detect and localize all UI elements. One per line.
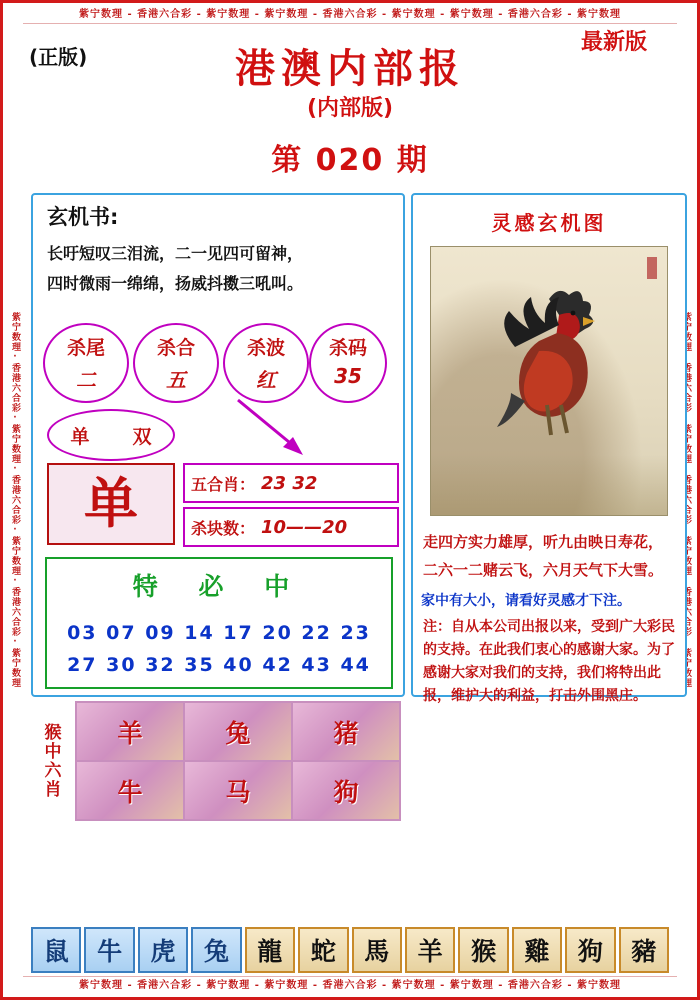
inspiration-title: 灵感玄机图 <box>491 211 607 235</box>
special-title: 特 必 中 <box>132 572 306 601</box>
photo-cell <box>185 703 291 760</box>
zodiac-tile: 龍 <box>245 927 295 973</box>
rooster-illustration <box>430 246 668 516</box>
photo-cell-label: 马 <box>225 777 251 807</box>
inspiration-body: 注：自从本公司出报以来，受到广大彩民的支持。在此我们衷心的感谢大家。为了感谢大家对我们的支持，我们将特出此报，维护大的利益，打击外围黑庄。 <box>423 619 675 704</box>
zodiac-tile: 豬 <box>619 927 669 973</box>
photo-cell-label: 牛 <box>117 777 143 807</box>
seal-icon <box>647 257 657 279</box>
kill-tail-value: 二 <box>76 368 96 392</box>
rooster-icon <box>487 281 617 461</box>
zodiac-tile: 雞 <box>512 927 562 973</box>
edition-right-label: 最新版 <box>580 30 647 55</box>
page-subtitle: (内部版) <box>306 96 394 121</box>
zodiac-tile: 蛇 <box>298 927 348 973</box>
even-label: 双 <box>132 425 152 448</box>
five-sum-label: 五合肖： <box>191 474 256 494</box>
numbers-row-1: 03 07 09 14 17 20 22 23 <box>67 622 371 644</box>
zodiac-tile: 馬 <box>352 927 402 973</box>
zodiac-tile: 羊 <box>405 927 455 973</box>
big-char: 单 <box>84 472 138 535</box>
kill-ellipse-row <box>41 323 397 403</box>
zodiac-tile: 虎 <box>138 927 188 973</box>
inspiration-poem-line-1: 走四方实力雄厚，听九由映日寿花， <box>423 533 664 551</box>
xuanji-panel <box>31 193 405 697</box>
photo-cell <box>185 762 291 819</box>
zodiac-tile: 牛 <box>84 927 134 973</box>
special-numbers <box>47 617 391 681</box>
marquee-top: 紫宁数理 - 香港六合彩 - 紫宁数理 - 紫宁数理 - 香港六合彩 - 紫宁数理 - 紫宁数理 - 香港六合彩 - 紫宁数理 <box>6 6 694 24</box>
kill-sum-label: 杀合 <box>156 337 195 359</box>
xuanji-title: 玄机书: <box>47 205 119 229</box>
kill-code-ellipse <box>309 323 387 403</box>
five-sum-value: 23 32 <box>261 472 318 494</box>
zodiac-tile: 狗 <box>565 927 615 973</box>
kill-tail-label: 杀尾 <box>66 337 105 359</box>
zodiac-tile: 猴 <box>458 927 508 973</box>
photo-cell-label: 羊 <box>117 718 143 748</box>
edition-left-label: (正版) <box>29 45 88 69</box>
numbers-row-2: 27 30 32 35 40 42 43 44 <box>67 654 371 676</box>
arrow-icon <box>233 395 313 465</box>
inspiration-poem <box>423 528 675 584</box>
zodiac-bar <box>31 927 669 973</box>
illustration-grass <box>431 455 667 515</box>
five-sum-box <box>183 463 399 503</box>
inspiration-poem-line-2: 二六一二赌云飞，六月天气下大雪。 <box>423 561 664 579</box>
photo-cell <box>77 703 183 760</box>
big-char-box <box>47 463 175 545</box>
special-numbers-box <box>45 557 393 689</box>
issue-number: 第 020 期 <box>271 143 429 178</box>
kill-range-value: 10——20 <box>261 516 348 538</box>
kill-range-box <box>183 507 399 547</box>
photo-cell <box>293 762 399 819</box>
poster-content <box>23 23 677 977</box>
zodiac-tile: 鼠 <box>31 927 81 973</box>
photo-cell <box>77 762 183 819</box>
kill-code-label: 杀码 <box>328 337 367 359</box>
kill-wave-ellipse <box>223 323 309 403</box>
photo-cell-label: 狗 <box>333 777 359 807</box>
poem-line-1: 长吁短叹三泪流，二一见四可留神， <box>47 244 304 263</box>
inspiration-panel <box>411 193 687 704</box>
poem-line-2: 四时微雨一绵绵，扬威抖擞三吼叫。 <box>47 274 304 293</box>
marquee-bottom: 紫宁数理 - 香港六合彩 - 紫宁数理 - 紫宁数理 - 香港六合彩 - 紫宁数理 - 紫宁数理 - 香港六合彩 - 紫宁数理 <box>6 976 694 994</box>
kill-wave-label: 杀波 <box>246 337 285 359</box>
kill-sum-ellipse <box>133 323 219 403</box>
xuanji-poem <box>47 239 391 299</box>
inspiration-note: 家中有大小，请看好灵感才下注。 <box>421 593 631 609</box>
kill-wave-value: 红 <box>256 368 276 392</box>
kill-tail-ellipse <box>43 323 129 403</box>
photo-cell <box>293 703 399 760</box>
page-title: 港澳内部报 <box>235 46 465 92</box>
six-zodiac-side-label <box>31 701 71 821</box>
kill-sum-value: 五 <box>166 368 186 392</box>
photo-cell-label: 兔 <box>225 718 251 748</box>
marquee-left: 紫宁数理·香港六合彩·紫宁数理·香港六合彩·紫宁数理·香港六合彩·紫宁数理 <box>6 23 23 977</box>
odd-label: 单 <box>70 425 90 448</box>
kill-range-label: 杀块数： <box>191 518 256 538</box>
zodiac-tile: 兔 <box>191 927 241 973</box>
odd-even-ellipse <box>47 409 175 461</box>
six-zodiac-side-text: 猴中六肖 <box>40 723 61 799</box>
photo-cell-label: 猪 <box>333 718 359 748</box>
photo-grid <box>75 701 401 821</box>
kill-code-value: 35 <box>334 364 362 388</box>
